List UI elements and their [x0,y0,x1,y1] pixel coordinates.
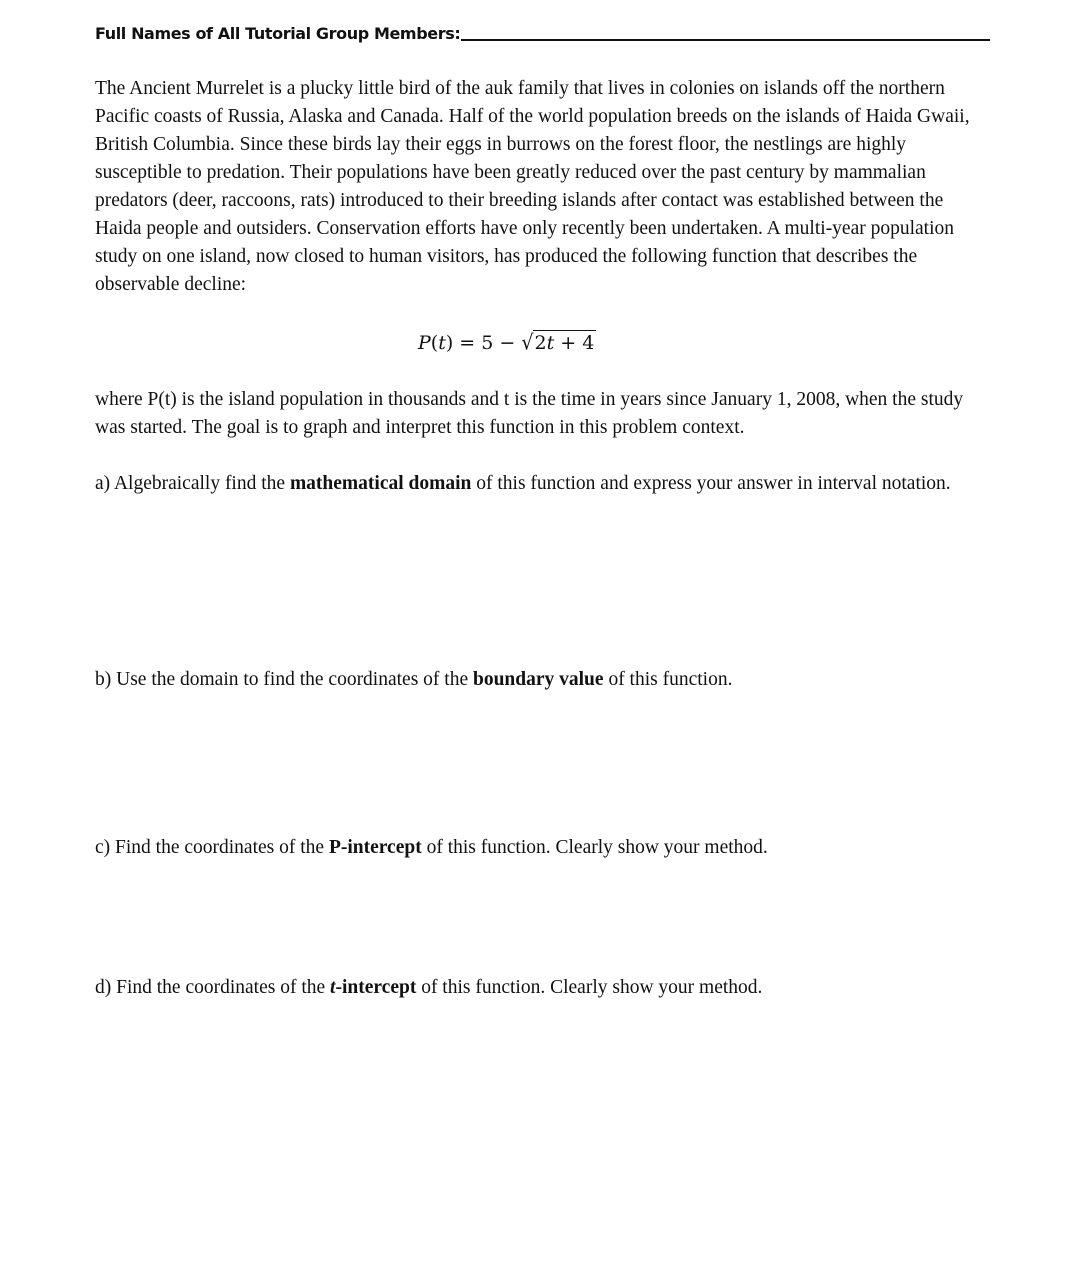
question-a-bold-term: mathematical domain [289,473,472,494]
group-members-header [95,19,990,45]
radicand-coefficient: 2 [534,332,547,354]
group-members-label: Full Names of All Tutorial Group Members: [95,24,461,43]
formula-open-paren: ( [430,332,439,354]
formula-rhs-start: ) = 5 − [445,332,522,354]
question-d-bold-term [330,977,416,998]
question-b [95,666,990,694]
question-d [95,974,990,1002]
where-paragraph: where P(t) is the island population in thousands and t is the time in years since January 1, 2008, when the study was started. The goal is to graph and interpret this function in this problem context. [95,389,964,438]
worksheet-page [95,0,990,1286]
question-b-bold-term: boundary value [472,669,604,690]
question-a-text-start: a) Algebraically find the [95,473,290,494]
question-d-bold-italic-var: t [330,977,336,998]
radicand-variable: t [546,332,555,354]
question-d-text-end: of this function. Clearly show your method. [416,977,763,998]
question-b-text-start: b) Use the domain to find the coordinates of the [95,669,473,690]
formula-radicand [533,330,596,355]
question-c-bold-term: P-intercept [328,837,422,858]
formula-function-name: P [418,332,431,354]
intro-paragraph: The Ancient Murrelet is a plucky little bird of the auk family that lives in colonies on islands off the northern Pacific coasts of Russia, Alaska and Canada. Half of the world population breeds on the islands of Haida Gwaii, British Columbia. Since these birds lay their eggs in burrows on the forest floor, the nestlings are highly susceptible to predation. Their populations have been greatly reduced over the past century by mammalian predators (deer, raccoons, rats) introduced to their breeding islands after contact was established between the Haida people and outsiders. Conservation efforts have only recently been undertaken. A multi-year population study on one island, now closed to human visitors, has produced the following function that describes the observable decline: [95,78,970,295]
population-formula [418,329,596,357]
question-b-text-end: of this function. [603,669,733,690]
question-a-text-end: of this function and express your answer in interval notation. [471,473,951,494]
formula-radical-sign: √ [521,330,534,356]
radicand-constant: + 4 [554,332,595,354]
group-members-name-line[interactable] [461,39,990,41]
question-c [95,834,990,862]
question-a [95,470,990,498]
formula-variable: t [438,332,446,354]
question-d-text-start: d) Find the coordinates of the [95,977,331,998]
question-d-bold-suffix: -intercept [335,977,417,998]
question-c-text-end: of this function. Clearly show your method. [421,837,768,858]
question-c-text-start: c) Find the coordinates of the [95,837,329,858]
